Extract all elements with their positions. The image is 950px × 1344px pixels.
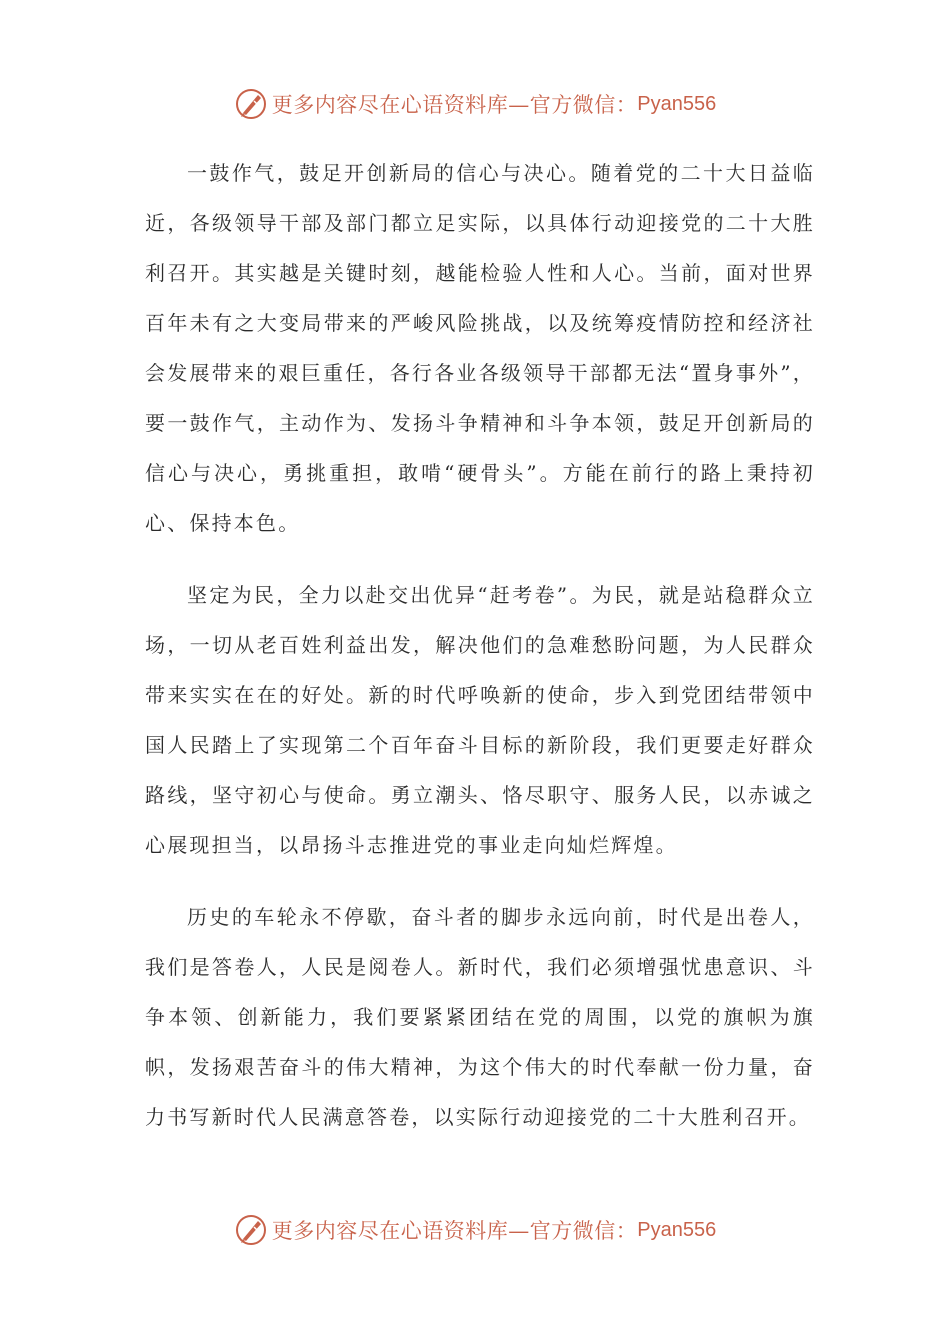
quill-logo-icon [234, 1213, 268, 1247]
header-wechat-id: Pyan556 [637, 92, 717, 115]
footer-banner-text: 更多内容尽在心语资料库—官方微信： [271, 1219, 638, 1243]
quill-logo-icon [234, 87, 268, 121]
footer-banner [0, 1210, 950, 1250]
paragraph-1: 一鼓作气，鼓足开创新局的信心与决心。随着党的二十大日益临近，各级领导干部及部门都立足实际，以具体行动迎接党的二十大胜利召开。其实越是关键时刻，越能检验人性和人心。当前，面对世界百年未有之大变局带来的严峻风险挑战，以及统筹疫情防控和经济社会发展带来的艰巨重任，各行各业各级领导干部都无法“置身事外”，要一鼓作气，主动作为、发扬斗争精神和斗争本领，鼓足开创新局的信心与决心，勇挑重担，敢啃“硬骨头”。方能在前行的路上秉持初心、保持本色。 [145, 161, 815, 535]
header-banner-text: 更多内容尽在心语资料库—官方微信： [271, 93, 638, 117]
document-body [145, 148, 815, 1164]
footer-wechat-id: Pyan556 [637, 1218, 717, 1241]
header-banner [0, 84, 950, 124]
paragraph-3: 历史的车轮永不停歇，奋斗者的脚步永远向前，时代是出卷人，我们是答卷人，人民是阅卷人。新时代，我们必须增强忧患意识、斗争本领、创新能力，我们要紧紧团结在党的周围，以党的旗帜为旗帜，发扬艰苦奋斗的伟大精神，为这个伟大的时代奉献一份力量，奋力书写新时代人民满意答卷，以实际行动迎接党的二十大胜利召开。 [145, 905, 815, 1129]
paragraph-2: 坚定为民，全力以赴交出优异“赶考卷”。为民，就是站稳群众立场，一切从老百姓利益出发，解决他们的急难愁盼问题，为人民群众带来实实在在的好处。新的时代呼唤新的使命，步入到党团结带领中国人民踏上了实现第二个百年奋斗目标的新阶段，我们更要走好群众路线，坚守初心与使命。勇立潮头、恪尽职守、服务人民，以赤诚之心展现担当，以昂扬斗志推进党的事业走向灿烂辉煌。 [145, 583, 815, 857]
